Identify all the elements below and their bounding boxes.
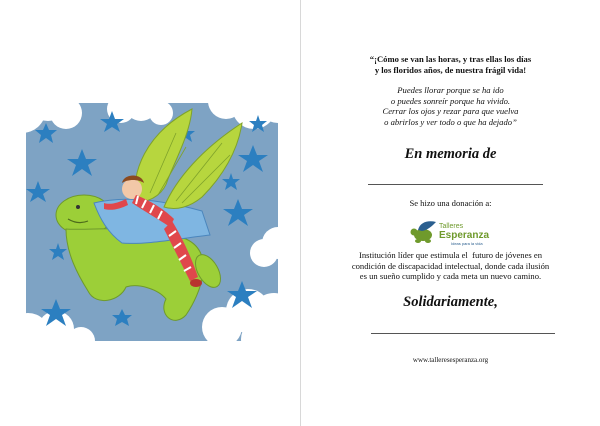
quote-italic-line: Puedes llorar porque se ha ido <box>397 85 504 95</box>
quote-italic-line: o puedes sonreír porque ha vivido. <box>390 95 511 106</box>
quote-heading <box>301 54 600 75</box>
institution-line: es un sueño cumplido y cada meta un nuevo camino. <box>359 271 542 281</box>
quote-bold-line: y los floridos años, de nuestra frágil vida! <box>374 64 527 75</box>
institution-description <box>301 250 600 282</box>
logo-line2: Esperanza <box>439 230 490 241</box>
quote-bold-line: “¡Cómo se van las horas, y tras ellas los días <box>369 54 532 64</box>
quote-verse <box>301 85 600 127</box>
website-link[interactable]: www.talleresesperanza.org <box>412 356 489 364</box>
right-page <box>301 0 600 426</box>
memoria-title: En memoria de <box>404 146 497 162</box>
quote-italic-line: Cerrar los ojos y rezar para que vuelva <box>382 106 519 117</box>
closing-text: Solidariamente, <box>403 294 498 310</box>
logo-tagline: Ideas para la vida <box>451 241 483 246</box>
name-signature-line <box>368 184 543 185</box>
quote-italic-line: o abrirlos y ver todo o que ha dejado” <box>384 116 517 127</box>
logo-line1: Talleres <box>439 223 464 230</box>
donation-text: Se hizo una donación a: <box>409 198 492 208</box>
institution-line: condición de discapacidad intelectual, donde cada ilusión <box>351 260 550 271</box>
institution-line: Institución líder que estimula el futuro de jóvenes en <box>358 250 543 260</box>
turtle-icon <box>411 221 437 243</box>
signature-line <box>371 333 555 334</box>
winged-turtle-illustration <box>26 103 278 341</box>
talleres-esperanza-logo <box>406 218 501 248</box>
